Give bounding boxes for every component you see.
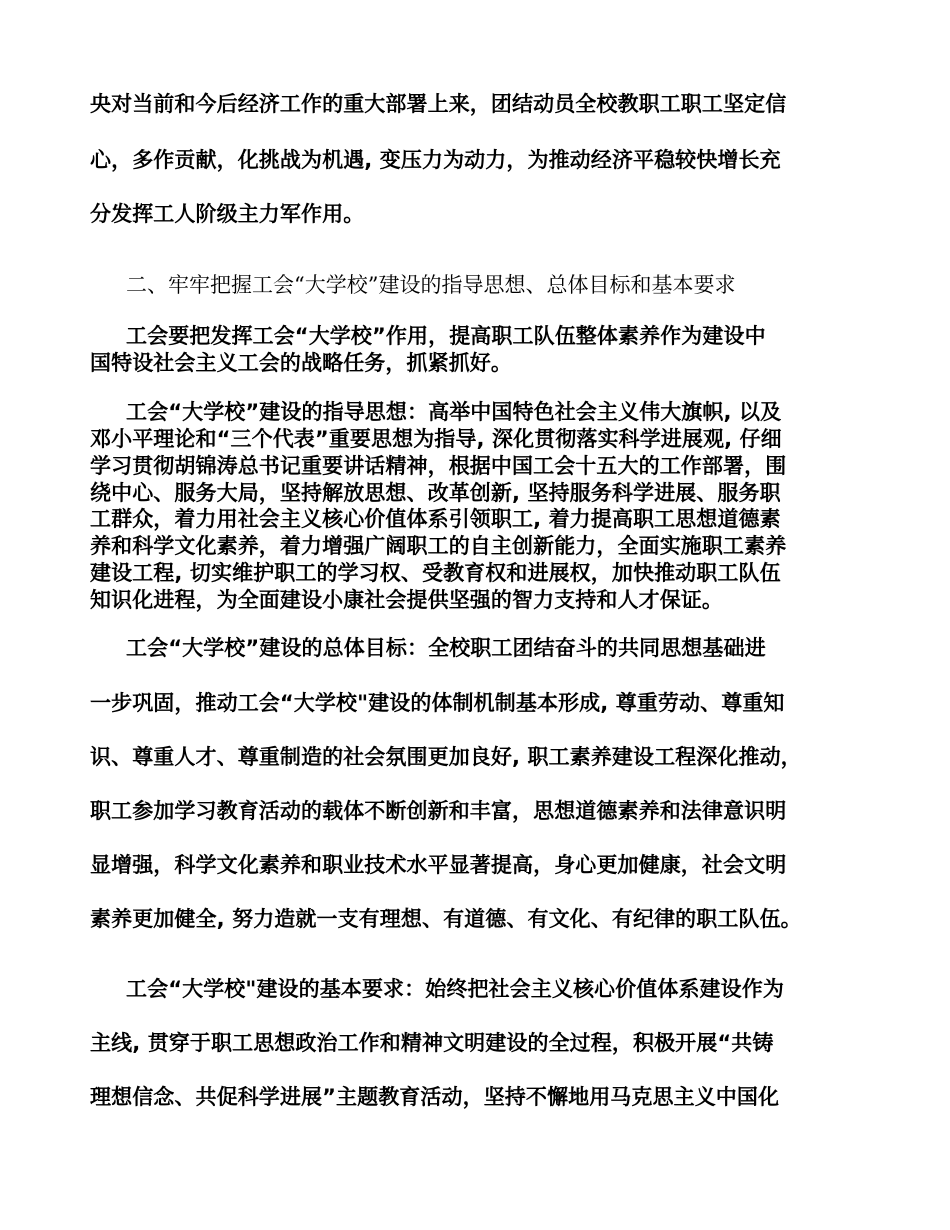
paragraph-line: 工群众，着力用社会主义核心价值体系引领职工, 着力提高职工思想道德素: [90, 507, 781, 531]
paragraph-line: 职工参加学习教育活动的载体不断创新和丰富，思想道德素养和法律意识明: [90, 799, 787, 823]
paragraph-line: 工会“大学校”建设的总体目标：全校职工团结奋斗的共同思想基础进: [126, 636, 766, 660]
paragraph-line: 识、尊重人才、尊重制造的社会氛围更加良好, 职工素养建设工程深化推动，: [90, 745, 802, 769]
paragraph-line: 分发挥工人阶级主力军作用。: [90, 202, 365, 226]
paragraph-line: 一步巩固，推动工会“大学校"建设的体制机制基本形成, 尊重劳动、尊重知: [90, 691, 785, 715]
section-heading: 二、牢牢把握工会“大学校”建设的指导思想、总体目标和基本要求: [126, 273, 736, 297]
paragraph-line: 邓小平理论和“三个代表”重要思想为指导, 深化贯彻落实科学进展观, 仔细: [90, 427, 782, 451]
paragraph-line: 绕中心、服务大局，坚持解放思想、改革创新, 坚持服务科学进展、服务职: [90, 481, 781, 505]
paragraph-line: 工会要把发挥工会“大学校”作用，提高职工队伍整体素养作为建设中: [126, 324, 766, 348]
paragraph-line: 素养更加健全, 努力造就一支有理想、有道德、有文化、有纪律的职工队伍。: [90, 907, 802, 931]
paragraph-line: 理想信念、共促科学进展”主题教育活动，坚持不懈地用马克思主义中国化: [90, 1085, 780, 1109]
paragraph-line: 国特设社会主义工会的战略任务，抓紧抓好。: [90, 351, 512, 375]
paragraph-line: 养和科学文化素养，着力增强广阔职工的自主创新能力，全面实施职工素养: [90, 534, 787, 558]
paragraph-line: 主线, 贯穿于职工思想政治工作和精神文明建设的全过程，积极开展“共铸: [90, 1031, 774, 1055]
paragraph-line: 央对当前和今后经济工作的重大部署上来，团结动员全校教职工职工坚定信: [90, 92, 787, 116]
paragraph-line: 显增强，科学文化素养和职业技术水平显著提高，身心更加健康，社会文明: [90, 853, 787, 877]
paragraph-line: 知识化进程，为全面建设小康社会提供坚强的智力支持和人才保证。: [90, 588, 723, 612]
paragraph-line: 工会“大学校"建设的基本要求：始终把社会主义核心价值体系建设作为: [126, 977, 784, 1001]
paragraph-line: 工会“大学校”建设的指导思想：高举中国特色社会主义伟大旗帜, 以及: [126, 400, 782, 424]
paragraph-line: 建设工程, 切实维护职工的学习权、受教育权和进展权，加快推动职工队伍: [90, 561, 781, 585]
paragraph-line: 学习贯彻胡锦涛总书记重要讲话精神，根据中国工会十五大的工作部署，围: [90, 454, 787, 478]
paragraph-line: 心，多作贡献，化挑战为机遇, 变压力为动力，为推动经济平稳较快增长充: [90, 148, 781, 172]
